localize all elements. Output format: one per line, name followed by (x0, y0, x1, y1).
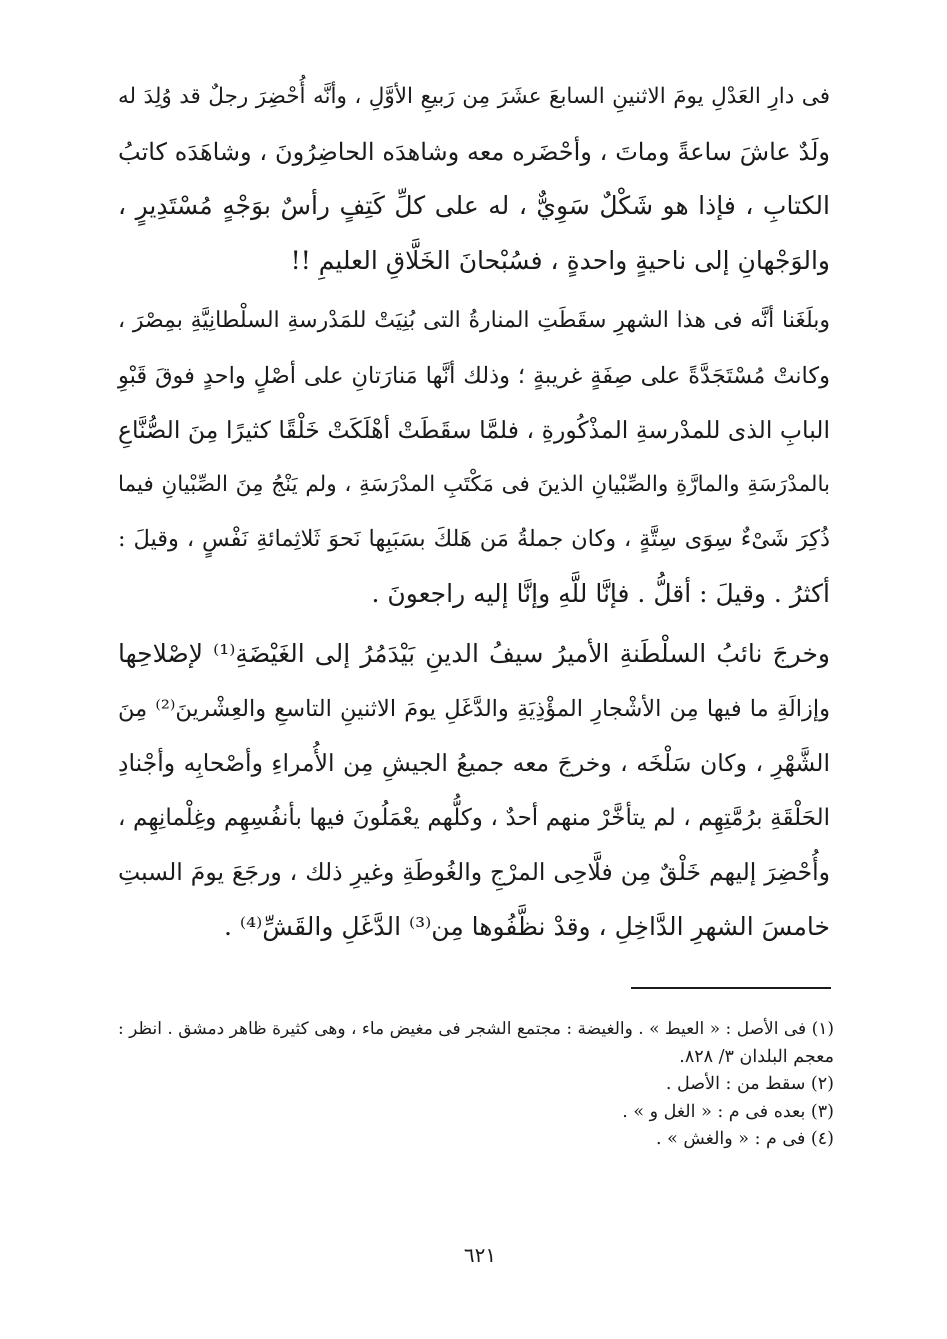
footnote-line: (١) فى الأصل : « العيط » . والغيضة : مجتمع الشجر فى مغيض ماء ، وهى كثيرة ظاهر دمشق . انظر : (118, 1019, 834, 1039)
footnote-line: معجم البلدان ٣/ ٨٢٨. (679, 1046, 834, 1067)
text-line: ذُكِرَ شَىْءٌ سِوَى سِتَّةٍ ، وكان جملةُ مَن هَلكَ بسَبَبِها نَحوَ ثَلاثِمائةِ نَفْسٍ ، وقيلَ : (118, 526, 830, 552)
text-line: ولَدٌ عاشَ ساعةً وماتَ ، وأحْضَره معه وشاهدَه الحاضِرُونَ ، وشاهَدَه كاتبُ (118, 137, 830, 166)
footnote-separator (631, 987, 831, 989)
text-line: وكانتْ مُسْتَجَدَّةً على صِفَةٍ غريبةٍ ؛ وذلك أنَّها مَنارَتانِ على أصْلٍ واحدٍ فوقَ قَبْوِ (118, 362, 830, 389)
footnote-line: (٢) سقط من : الأصل . (665, 1074, 834, 1094)
paragraph-2 (118, 294, 830, 621)
text-line: وإزالَةِ ما فيها مِن الأشْجارِ المؤْذِيَةِ والدَّغَلِ يومَ الاثنينِ التاسعِ والعِشْرينَ⁽²⁾ مِنَ (118, 695, 831, 722)
footnote-line: (٣) بعده فى م : « الغل و » . (622, 1101, 834, 1122)
text-line: والوَجْهانِ إلى ناحيةٍ واحدةٍ ، فسُبْحانَ الخَلَّاقِ العليمِ !! (290, 245, 830, 275)
footnote-line: (٤) فى م : « والغش » . (655, 1129, 834, 1149)
text-line: وأُحْضِرَ إليهم خَلْقٌ مِن فلَّاحِى المرْجِ والغُوطَةِ وغيرِ ذلك ، ورجَعَ يومَ السبتِ (118, 858, 830, 886)
text-line: بالمدْرَسَةِ والمارَّةِ والصِّبْيانِ الذينَ فى مَكْتَبِ المدْرَسَةِ ، ولم يَنْجُ مِنَ الصِّبْيانِ فيما (118, 471, 830, 497)
text-line: أكثرُ . وقيلَ : أقلُّ . فإنَّا للَّهِ وإنَّا إليه راجعونَ . (371, 578, 830, 608)
text-line: فى دارِ العَدْلِ يومَ الاثنينِ السابعَ عشَرَ مِن رَبيعِ الأوَّلِ ، وأنَّه أُحْضِرَ رجلٌ قد وُلِدَ له (118, 84, 830, 109)
text-line: الحَلْقَةِ برُمَّتِهِم ، لم يتأخَّرْ منهم أحدٌ ، وكلُّهم يعْمَلُونَ فيها بأنفُسِهِم وغِلْمانِهِم ، (118, 804, 830, 831)
text-line: الكتابِ ، فإذا هو شَكْلٌ سَوِيٌّ ، له على كلِّ كَتِفٍ رأسٌ بوَجْهٍ مُسْتَدِيرٍ ، (118, 191, 830, 220)
paragraph-3 (118, 627, 830, 954)
text-line: وخرجَ نائبُ السلْطَنةِ الأميرُ سيفُ الدينِ بَيْدَمُرُ إلى الغَيْضَةِ⁽¹⁾ لإصْلاحِها (118, 639, 830, 668)
text-line: خامسَ الشهرِ الدَّاخِلِ ، وقدْ نظَّفُوها مِن⁽³⁾ الدَّغَلِ والقَشِّ⁽⁴⁾ . (224, 911, 830, 941)
page-number: ٦٢١ (463, 1243, 497, 1267)
paragraph-1 (118, 70, 830, 288)
footnotes (118, 1016, 834, 1154)
text-line: البابِ الذى للمدْرسةِ المذْكُورةِ ، فلمَّا سقَطَتْ أهْلَكَتْ خَلْقًا كثيرًا مِنَ الصُّنَّاعِ (118, 416, 830, 444)
text-line: الشَّهْرِ ، وكان سَلْخَه ، وخرجَ معه جميعُ الجيشِ مِن الأُمراءِ وأصْحابِه وأجْنادِ (118, 749, 830, 777)
text-line: وبلَغَنا أنَّه فى هذا الشهرِ سقَطَتِ المنارةُ التى بُنِيَتْ للمَدْرسةِ السلْطانِيَّةِ بمِصْرَ ، (118, 308, 830, 333)
main-text (118, 70, 830, 960)
